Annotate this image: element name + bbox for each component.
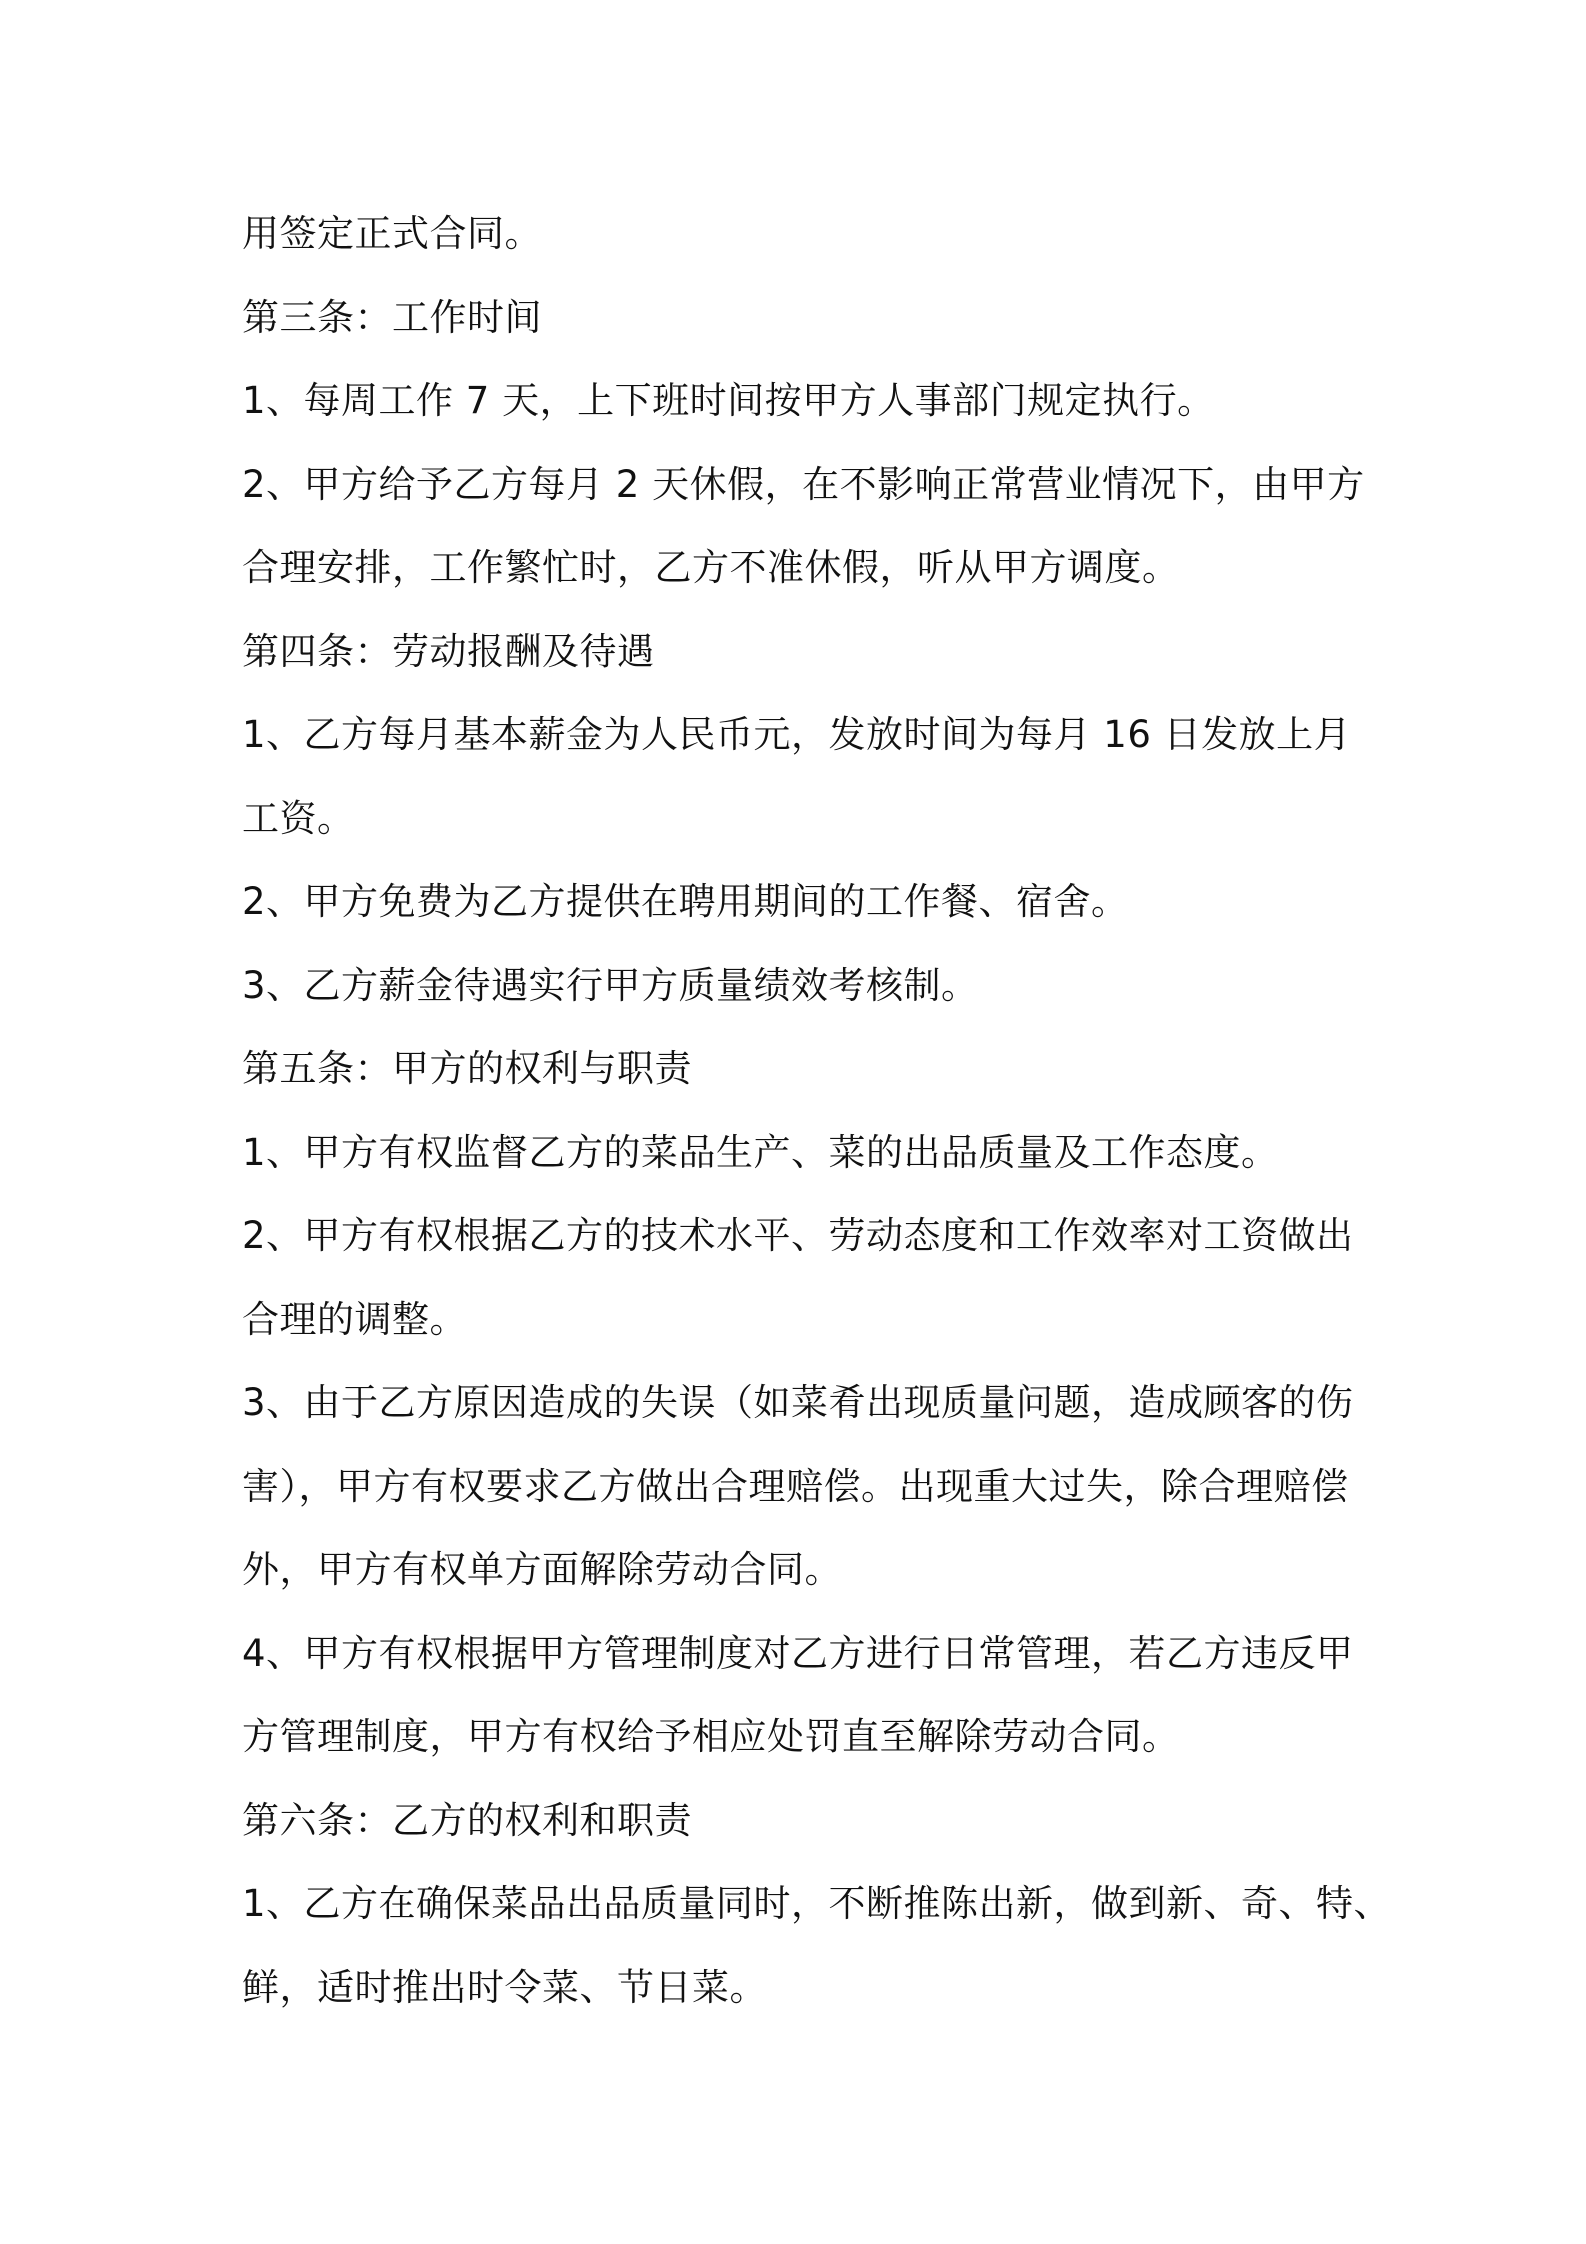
text-line: 方管理制度，甲方有权给予相应处罚直至解除劳动合同。 — [242, 1715, 1180, 1758]
section-heading: 第六条：乙方的权利和职责 — [242, 1798, 692, 1842]
section-heading: 第四条：劳动报酬及待遇 — [242, 629, 655, 673]
text-line: 外，甲方有权单方面解除劳动合同。 — [242, 1548, 842, 1591]
text-line: 合理的调整。 — [242, 1297, 467, 1341]
text-line: 1、甲方有权监督乙方的菜品生产、菜的出品质量及工作态度。 — [242, 1130, 1279, 1174]
text-line: 用签定正式合同。 — [242, 212, 542, 255]
text-line: 2、甲方免费为乙方提供在聘用期间的工作餐、宿舍。 — [242, 880, 1129, 923]
text-line: 鲜，适时推出时令菜、节日菜。 — [242, 1965, 767, 2009]
text-line: 3、由于乙方原因造成的失误（如菜肴出现质量问题，造成顾客的伤 — [242, 1381, 1354, 1424]
text-line: 1、每周工作 7 天，上下班时间按甲方人事部门规定执行。 — [242, 379, 1215, 422]
text-line: 合理安排，工作繁忙时，乙方不准休假，听从甲方调度。 — [242, 546, 1180, 589]
text-line: 1、乙方在确保菜品出品质量同时，不断推陈出新，做到新、奇、特、 — [242, 1882, 1392, 1925]
text-line: 1、乙方每月基本薪金为人民币元，发放时间为每月 16 日发放上月 — [242, 713, 1352, 756]
text-line: 工资。 — [242, 796, 355, 840]
text-line: 害），甲方有权要求乙方做出合理赔偿。出现重大过失，除合理赔偿 — [242, 1464, 1349, 1508]
text-line: 2、甲方有权根据乙方的技术水平、劳动态度和工作效率对工资做出 — [242, 1214, 1354, 1257]
text-line: 2、甲方给予乙方每月 2 天休假，在不影响正常营业情况下，由甲方 — [242, 462, 1365, 506]
section-heading: 第五条：甲方的权利与职责 — [242, 1047, 692, 1090]
text-line: 4、甲方有权根据甲方管理制度对乙方进行日常管理，若乙方违反甲 — [242, 1631, 1354, 1675]
document-body — [242, 192, 1392, 2029]
text-line: 3、乙方薪金待遇实行甲方质量绩效考核制。 — [242, 963, 979, 1007]
section-heading: 第三条：工作时间 — [242, 295, 542, 339]
